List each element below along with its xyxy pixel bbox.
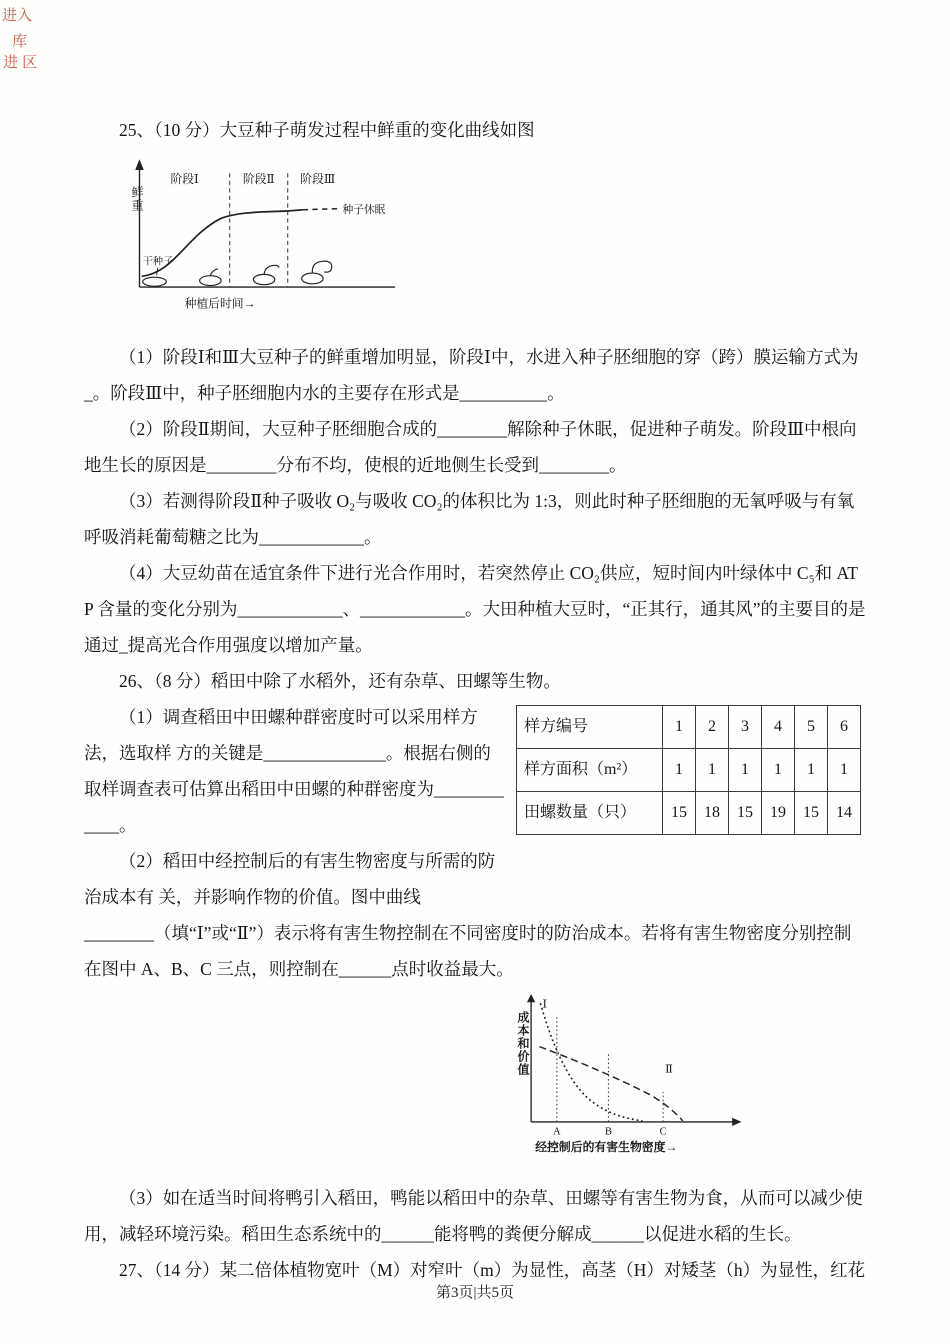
pest-control-cost-figure	[498, 993, 756, 1170]
row-label: 田螺数量（只）	[517, 792, 663, 835]
question-25-part-4: （4）大豆幼苗在适宜条件下进行光合作用时，若突然停止 CO₂供应，短时间内叶绿体中 C₅和 ATP 含量的变化分别为____________、____________。大田种植大豆时，“正其行，通其风”的主要目的是通过_提高光合作用强度以增加产量。	[84, 563, 866, 655]
figure1-y-axis-label: 鲜重	[130, 186, 144, 212]
table-cell: 5	[795, 706, 828, 749]
figure1-stage-dividers	[230, 173, 288, 287]
point-b-label: B	[605, 1126, 612, 1138]
point-c-label: C	[659, 1126, 667, 1138]
red-stamp-fragment: 库	[12, 33, 28, 50]
curve-one-dotted	[540, 1003, 642, 1121]
question-26-text-and-table	[84, 699, 866, 915]
curve-one-label: Ⅰ	[542, 998, 547, 1011]
question-26-left-column	[84, 699, 504, 915]
table-row-sample-id	[517, 706, 861, 749]
table-cell: 15	[663, 792, 696, 835]
figure2-y-axis-label: 成本和价值	[516, 1011, 530, 1076]
table-cell: 1	[795, 749, 828, 792]
table-cell: 3	[729, 706, 762, 749]
dry-seed-pointer	[157, 268, 158, 276]
table-cell: 1	[828, 749, 861, 792]
figure2-x-axis-arrow	[732, 1118, 741, 1126]
question-26-heading: 26、（8 分）稻田中除了水稻外，还有杂草、田螺等生物。	[119, 671, 561, 691]
dormancy-dashed-line	[303, 209, 340, 210]
page-number-footer: 第3页|共5页	[435, 1285, 514, 1301]
question-25-part-3: （3）若测得阶段Ⅱ种子吸收 O₂与吸收 CO₂的体积比为 1:3，则此时种子胚细胞的无氧呼吸与有氧呼吸消耗葡萄糖之比为____________。	[84, 491, 855, 547]
question-25-part-2: （2）阶段Ⅱ期间，大豆种子胚细胞合成的________解除种子休眠，促进种子萌发。阶段Ⅲ中根向地生长的原因是________分布不均，使根的近地侧生长受到________。	[84, 419, 857, 475]
red-stamp-fragment: 进入	[2, 7, 33, 24]
row-label: 样方面积（m²）	[517, 749, 663, 792]
table-cell: 4	[762, 706, 795, 749]
question-25-part-1: （1）阶段Ⅰ和Ⅲ大豆种子的鲜重增加明显，阶段Ⅰ中，水进入种子胚细胞的穿（跨）膜运输方式为_。阶段Ⅲ中，种子胚细胞内水的主要存在形式是__________。	[84, 347, 859, 403]
table-cell: 6	[828, 706, 861, 749]
table-cell: 14	[828, 792, 861, 835]
table-cell: 18	[696, 792, 729, 835]
table-cell: 1	[663, 749, 696, 792]
table-cell: 1	[696, 749, 729, 792]
table-cell: 1	[762, 749, 795, 792]
table-cell: 15	[729, 792, 762, 835]
figure1-axes	[139, 169, 395, 287]
table-row-snail-count	[517, 792, 861, 835]
figure1-stage3-label: 阶段Ⅲ	[300, 171, 336, 186]
question-25-heading: 25、（10 分）大豆种子萌发过程中鲜重的变化曲线如图	[119, 120, 535, 140]
figure1-y-axis-arrow	[135, 159, 144, 170]
figure1-stage2-label: 阶段Ⅱ	[242, 171, 275, 186]
table-cell: 19	[762, 792, 795, 835]
table-row-sample-area	[517, 749, 861, 792]
question-26-part-2-start: （2）稻田中经控制后的有害生物密度与所需的防治成本有 关，并影响作物的价值。图中曲线	[84, 851, 496, 907]
question-26-part-2-rest: ________（填“Ⅰ”或“Ⅱ”）表示将有害生物控制在不同密度时的防治成本。若将有害生物密度分别控制在图中 A、B、C 三点，则控制在______点时收益最大。	[84, 923, 852, 979]
row-label: 样方编号	[517, 706, 663, 749]
dormancy-label: 种子休眠	[342, 203, 386, 216]
table-cell: 15	[795, 792, 828, 835]
question-26-part-1: （1）调查稻田中田螺种群密度时可以采用样方法，选取样 方的关键是______________。根据右侧的取样调查表可估算出稻田中田螺的种群密度为____________。	[84, 707, 504, 835]
red-stamp-fragment: 进 区	[3, 54, 38, 71]
figure2-x-axis-label: 经控制后的有害生物密度→	[535, 1139, 678, 1154]
question-27-heading: 27、（14 分）某二倍体植物宽叶（M）对窄叶（m）为显性，高茎（H）对矮茎（h）为显性，红花	[119, 1260, 866, 1280]
seed-germination-chart	[118, 156, 408, 315]
figure1-x-axis-label: 种植后时间→	[184, 296, 256, 311]
point-a-label: A	[553, 1126, 561, 1138]
figure1-stage1-label: 阶段Ⅰ	[170, 171, 199, 186]
figure2-reference-lines	[557, 1016, 663, 1122]
seed-germination-figure	[118, 156, 408, 327]
curve-two-label: Ⅱ	[665, 1063, 673, 1076]
table-cell: 1	[729, 749, 762, 792]
dry-seed-label: 干种子	[142, 256, 174, 268]
figure2-y-axis-arrow	[527, 994, 535, 1002]
table-cell: 1	[663, 706, 696, 749]
question-26-part-3: （3）如在适当时间将鸭引入稻田，鸭能以稻田中的杂草、田螺等有害生物为食，从而可以减少使用，减轻环境污染。稻田生态系统中的______能将鸭的粪便分解成______以促进水稻的生长。	[84, 1188, 863, 1244]
table-cell: 2	[696, 706, 729, 749]
sampling-table	[516, 705, 861, 835]
